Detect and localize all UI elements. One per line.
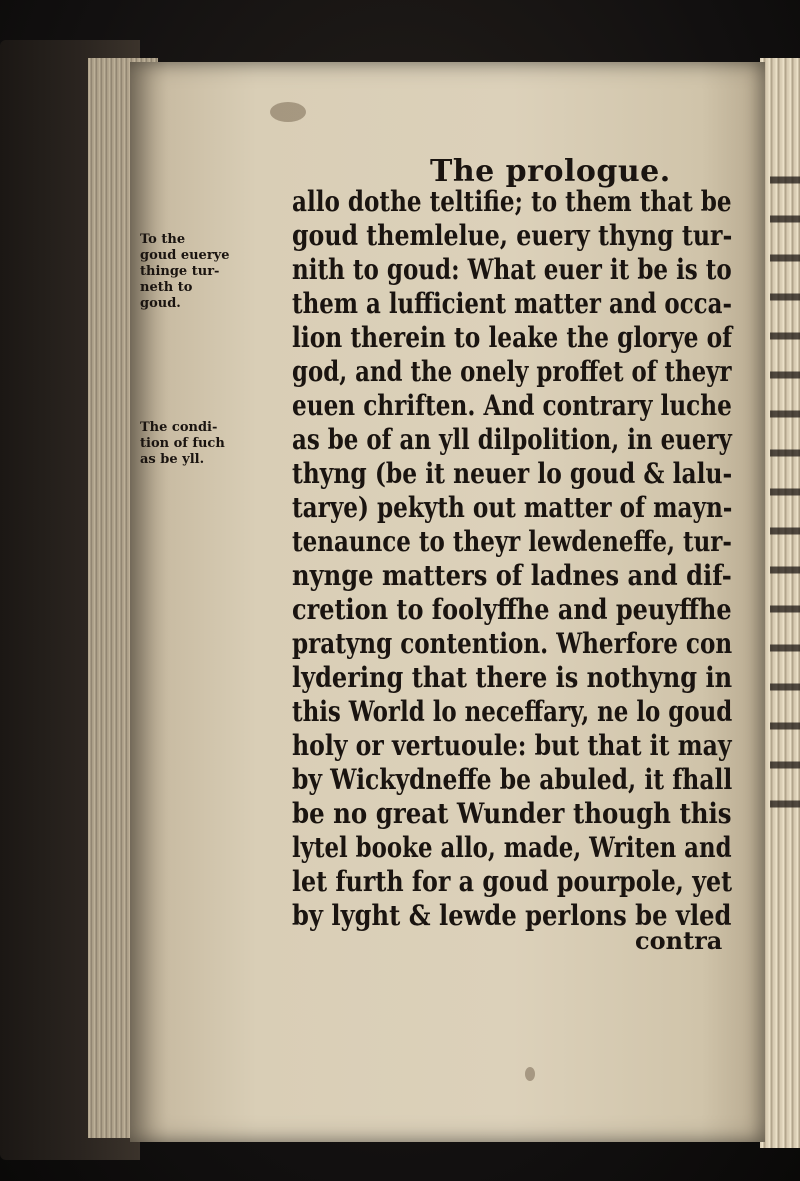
text-line: pratyng contention. Wherfore con — [292, 627, 733, 660]
text-line: by Wickydneffe be abuled, it fhall — [292, 763, 733, 796]
text-line: euen chriften. And contrary luche — [292, 389, 732, 422]
text-line: be no great Wunder though this — [292, 797, 732, 830]
text-line: by lyght & lewde perlons be vled — [292, 899, 732, 932]
text-line: lydering that there is nothyng in — [292, 661, 733, 694]
text-line: thyng (be it neuer lo goud & lalu- — [292, 457, 733, 490]
book-page — [130, 62, 765, 1142]
text-line: allo dothe teltifie; to them that be — [292, 185, 732, 218]
facing-page-text-edge — [770, 150, 800, 830]
margin-note: To the goud euerye thinge tur- neth to goud. — [140, 232, 230, 311]
margin-note: The condi- tion of fuch as be yll. — [140, 420, 225, 467]
text-line: cretion to foolyffhe and peuyffhe — [292, 593, 732, 626]
page-text — [130, 62, 765, 1142]
text-line: lion therein to leake the glorye of — [292, 321, 733, 354]
text-line: tarye) pekyth out matter of mayn- — [292, 491, 733, 524]
catchword: contra — [635, 926, 723, 955]
page-heading: The prologue. — [430, 154, 671, 189]
text-line: them a lufficient matter and occa- — [292, 287, 732, 320]
text-line: god, and the onely proffet of theyr — [292, 355, 732, 388]
text-line: this World lo neceffary, ne lo goud — [292, 695, 733, 728]
text-line: nith to goud: What euer it be is to — [292, 253, 732, 286]
text-line: tenaunce to theyr lewdeneffe, tur- — [292, 525, 732, 558]
text-line: let furth for a goud pourpole, yet — [292, 865, 733, 898]
text-line: holy or vertuoule: but that it may — [292, 729, 732, 762]
text-line: as be of an yll dilpolition, in euery — [292, 423, 732, 456]
text-line: goud themlelue, euery thyng tur- — [292, 219, 733, 252]
text-line: nynge matters of ladnes and dif- — [292, 559, 732, 592]
text-line: lytel booke allo, made, Writen and — [292, 831, 732, 864]
